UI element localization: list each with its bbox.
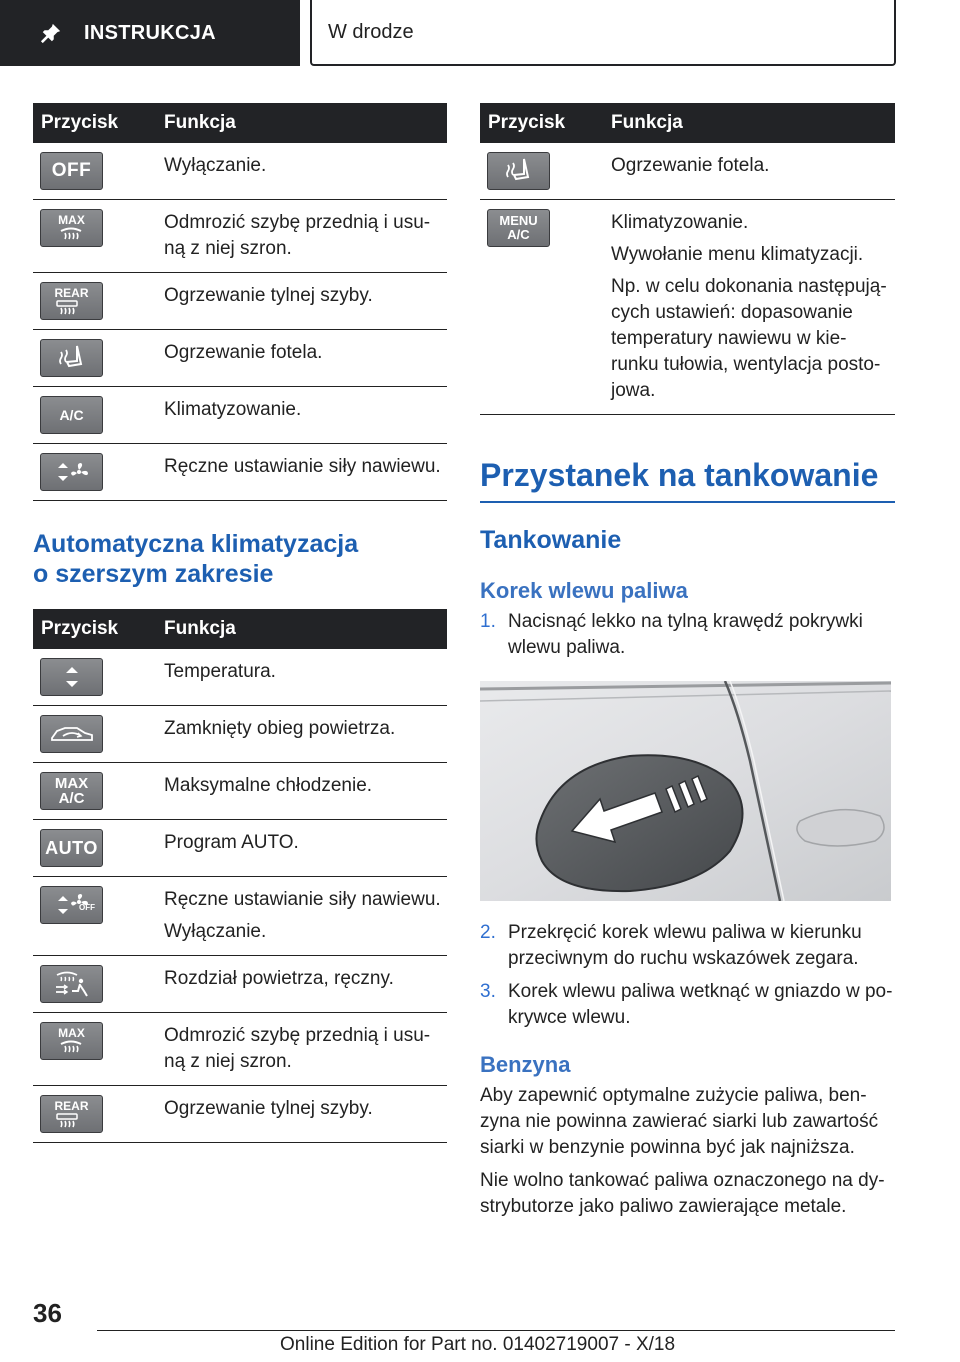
list-item: 1. Nacisnąć lekko na tylną krawędź pokrywki wlewu paliwa. xyxy=(480,611,863,658)
section-title: W drodze xyxy=(328,20,414,43)
button-table-basic xyxy=(33,103,447,501)
menu-ac-key-icon: MENU A/C xyxy=(487,209,550,247)
subheading-petrol: Benzyna xyxy=(480,1052,571,1077)
function-text: Odmrozić szybę przednią i usu-ną z niej szron. xyxy=(164,212,431,259)
section-heading-auto-climate: Automatyczna klimatyzacja o szerszym zakresie xyxy=(33,530,359,588)
function-text: Ogrzewanie tylnej szyby. xyxy=(164,1098,373,1119)
table-row xyxy=(33,1086,447,1143)
function-text: Ogrzewanie fotela. xyxy=(164,342,323,363)
function-text: Maksymalne chłodzenie. xyxy=(164,775,373,796)
page-number: 36 xyxy=(33,1298,62,1328)
recirculation-key-icon xyxy=(40,715,103,753)
function-text: Klimatyzowanie. xyxy=(164,399,302,420)
table-header-row xyxy=(480,103,895,143)
table-row xyxy=(33,649,447,706)
fan-manual-key-icon xyxy=(40,453,103,491)
function-text: Np. w celu dokonania następują-cych ustawień: dopasowanie temperatury nawiewu w kie-runku tułowia, wentylacja posto-jowa. xyxy=(611,276,887,401)
seat-heating-key-icon xyxy=(487,152,550,190)
temperature-key-icon xyxy=(40,658,103,696)
table-row xyxy=(33,444,447,501)
table-row xyxy=(33,387,447,444)
function-text: Temperatura. xyxy=(164,661,276,682)
function-text: Odmrozić szybę przednią i usu-ną z niej szron. xyxy=(164,1025,431,1072)
fuel-flap-press-arrow-icon xyxy=(480,681,891,901)
column-header-function: Funkcja xyxy=(156,609,447,649)
rear-defrost-key-icon: REAR xyxy=(40,1095,103,1133)
list-item: 2. Przekręcić korek wlewu paliwa w kierunku przeciwnym do ruchu wskazówek zegara. xyxy=(480,922,862,969)
rear-defrost-key-icon: REAR xyxy=(40,282,103,320)
column-header-function: Funkcja xyxy=(603,103,895,143)
section-tab xyxy=(310,0,896,66)
table-row xyxy=(33,273,447,330)
table-row xyxy=(33,877,447,956)
max-defrost-key-icon: MAX xyxy=(40,209,103,247)
function-text: Program AUTO. xyxy=(164,832,299,853)
air-distribution-key-icon xyxy=(40,965,103,1003)
function-text: Wyłączanie. xyxy=(164,155,267,176)
chapter-tab[interactable] xyxy=(0,0,300,66)
page-header xyxy=(0,0,960,66)
table-row xyxy=(33,1013,447,1086)
table-row xyxy=(33,143,447,200)
off-key-icon: OFF xyxy=(40,152,103,190)
pushpin-icon xyxy=(40,22,62,44)
function-text: Ręczne ustawianie siły nawiewu. xyxy=(164,889,441,910)
table-row xyxy=(33,706,447,763)
paragraph: Nie wolno tankować paliwa oznaczonego na dy-strybutorze jako paliwo zawierające metale. xyxy=(480,1170,885,1217)
fan-off-key-icon: OFF xyxy=(40,886,103,924)
function-text: Ogrzewanie tylnej szyby. xyxy=(164,285,373,306)
subheading-refueling: Tankowanie xyxy=(480,526,622,554)
paragraph: Aby zapewnić optymalne zużycie paliwa, ben-zyna nie powinna zawierać siarki lub zawartość siarki w benzynie powinna być jak najniższa. xyxy=(480,1085,879,1158)
table-row xyxy=(33,956,447,1013)
button-table-continued xyxy=(480,103,895,415)
max-defrost-key-icon: MAX xyxy=(40,1022,103,1060)
list-item: 3. Korek wlewu paliwa wetknąć w gniazdo w po-krywce wlewu. xyxy=(480,981,893,1028)
column-header-button: Przycisk xyxy=(33,103,156,143)
left-column xyxy=(33,103,447,1143)
table-row xyxy=(480,143,895,200)
chapter-title: INSTRUKCJA xyxy=(84,21,216,44)
function-text: Klimatyzowanie. xyxy=(611,212,749,233)
table-row xyxy=(480,200,895,415)
steps-list-before xyxy=(480,609,895,661)
column-header-function: Funkcja xyxy=(156,103,447,143)
button-table-auto xyxy=(33,609,447,1143)
function-text: Wyłączanie. xyxy=(164,921,267,942)
right-column xyxy=(480,103,895,1220)
table-row xyxy=(33,200,447,273)
subheading-fuel-cap: Korek wlewu paliwa xyxy=(480,578,688,603)
table-header-row xyxy=(33,609,447,649)
max-ac-key-icon: MAX A/C xyxy=(40,772,103,810)
footer-divider xyxy=(97,1330,895,1331)
table-row xyxy=(33,820,447,877)
function-text: Zamknięty obieg powietrza. xyxy=(164,718,396,739)
table-row xyxy=(33,330,447,387)
table-header-row xyxy=(33,103,447,143)
function-text: Ręczne ustawianie siły nawiewu. xyxy=(164,456,441,477)
function-text: Wywołanie menu klimatyzacji. xyxy=(611,244,864,265)
footer-edition: Online Edition for Part no. 01402719007 - X/18 xyxy=(280,1334,676,1355)
seat-heating-key-icon xyxy=(40,339,103,377)
column-header-button: Przycisk xyxy=(480,103,603,143)
table-row xyxy=(33,763,447,820)
column-header-button: Przycisk xyxy=(33,609,156,649)
function-text: Ogrzewanie fotela. xyxy=(611,155,770,176)
steps-list-after xyxy=(480,920,895,1031)
function-text: Rozdział powietrza, ręczny. xyxy=(164,968,394,989)
auto-key-icon: AUTO xyxy=(40,829,103,867)
ac-key-icon: A/C xyxy=(40,396,103,434)
section-heading-refuel: Przystanek na tankowanie xyxy=(480,455,895,503)
